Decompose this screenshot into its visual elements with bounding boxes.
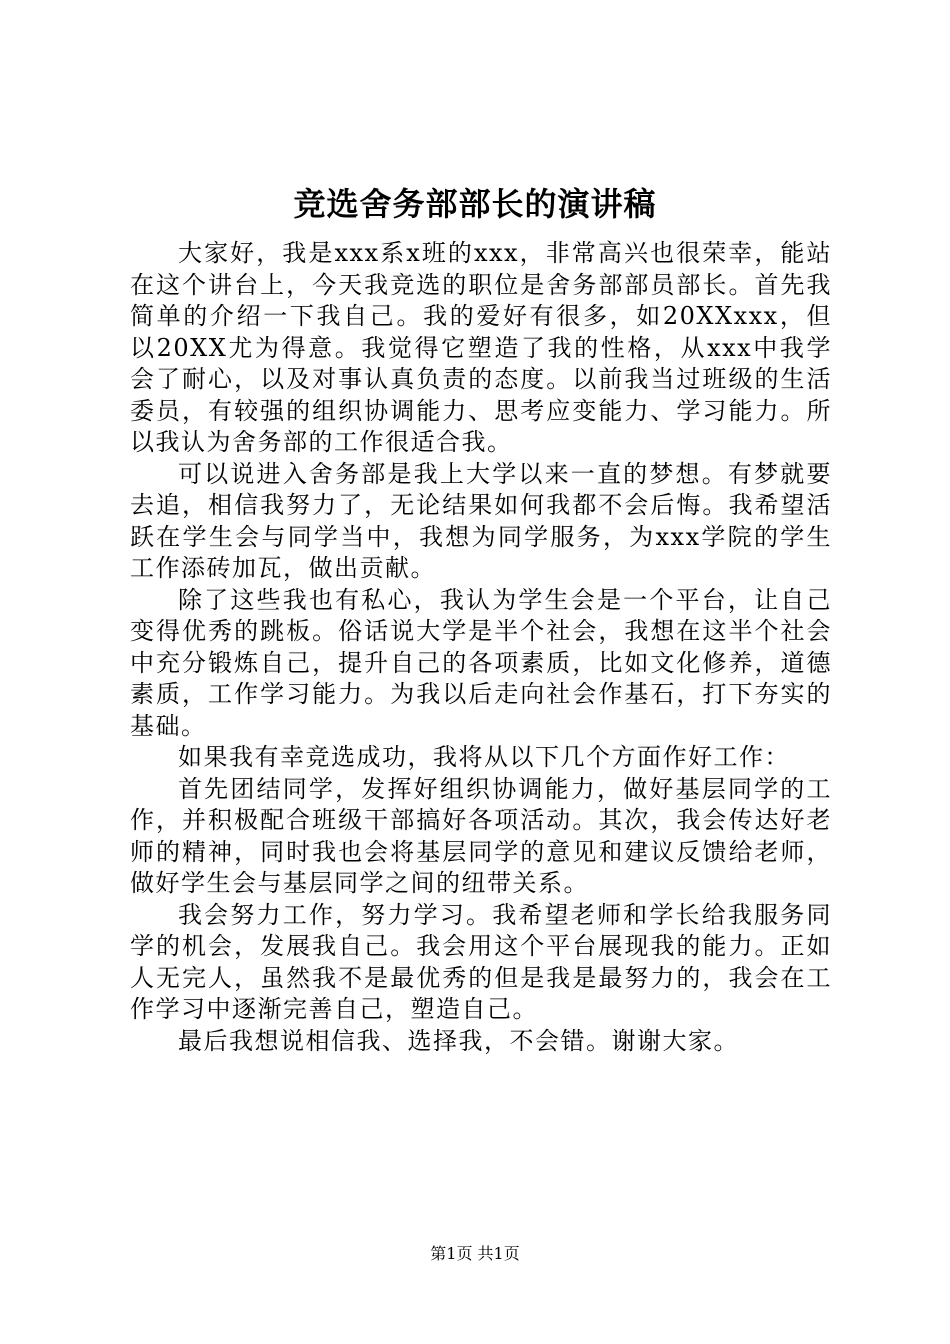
- paragraph: 如果我有幸竞选成功，我将从以下几个方面作好工作：: [178, 743, 790, 771]
- document-body: [130, 238, 832, 1057]
- paragraph: 首先团结同学，发挥好组织协调能力，做好基层同学的工作，并积极配合班级干部搞好各项活动。其次，我会传达好老师的精神，同时我也会将基层同学的意见和建议反馈给老师，做好学生会与基层同学之间的纽带关系。: [130, 774, 832, 897]
- page-footer: 第1页 共1页: [430, 1244, 520, 1263]
- paragraph: 最后我想说相信我、选择我，不会错。谢谢大家。: [178, 1026, 739, 1055]
- document-title: 竞选舍务部部长的演讲稿: [293, 185, 657, 223]
- paragraph: 大家好，我是xxx系x班的xxx，非常高兴也很荣幸，能站在这个讲台上，今天我竞选的职位是舍务部部员部长。首先我简单的介绍一下我自己。我的爱好有很多，如20XXxxx，但以20XX尤为得意。我觉得它塑造了我的性格，从xxx中我学会了耐心，以及对事认真负责的态度。以前我当过班级的生活委员，有较强的组织协调能力、思考应变能力、学习能力。所以我认为舍务部的工作很适合我。: [130, 239, 832, 456]
- paragraph: 除了这些我也有私心，我认为学生会是一个平台，让自己变得优秀的跳板。俗话说大学是半个社会，我想在这半个社会中充分锻炼自己，提升自己的各项素质，比如文化修养，道德素质，工作学习能力。为我以后走向社会作基石，打下夯实的基础。: [130, 585, 832, 740]
- paragraph: 可以说进入舍务部是我上大学以来一直的梦想。有梦就要去追，相信我努力了，无论结果如何我都不会后悔。我希望活跃在学生会与同学当中，我想为同学服务，为xxx学院的学生工作添砖加瓦，做出贡献。: [130, 459, 832, 582]
- paragraph: 我会努力工作，努力学习。我希望老师和学长给我服务同学的机会，发展我自己。我会用这个平台展现我的能力。正如人无完人，虽然我不是最优秀的但是我是最努力的，我会在工作学习中逐渐完善自己，塑造自己。: [130, 900, 832, 1023]
